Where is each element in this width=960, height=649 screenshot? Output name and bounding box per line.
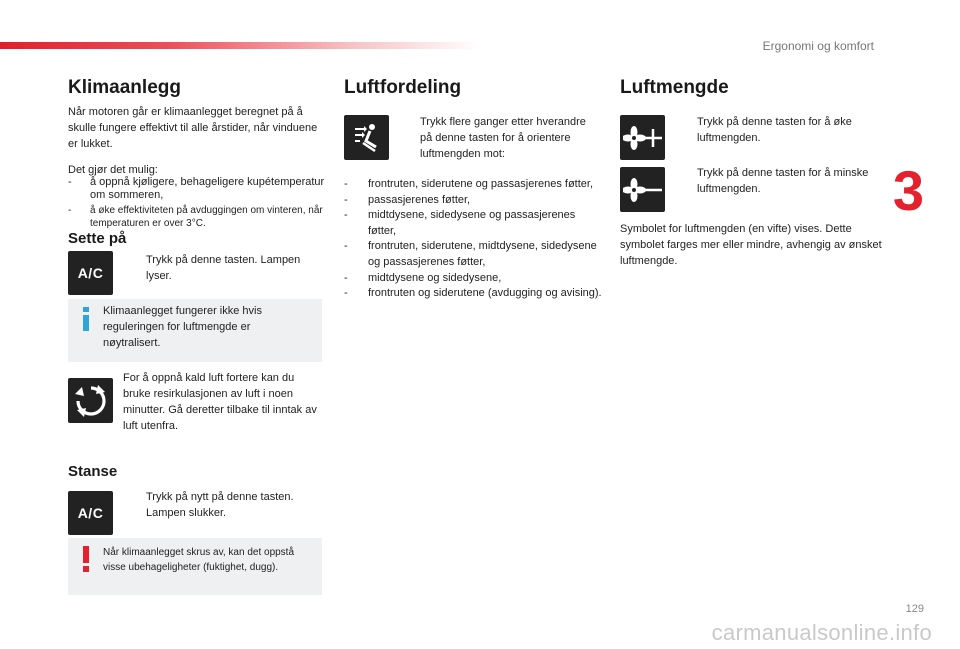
info-text: Klimaanlegget fungerer ikke hvis reguleringen for luftmengde er nøytralisert. [103,305,262,349]
list-item: - frontruten, siderutene og passasjerenes føtter, [344,177,602,193]
list-item: - midtdysene og sidedysene, [344,271,602,287]
warning-box [68,538,322,595]
fan-plus-icon [623,123,663,153]
warning-icon [81,546,91,572]
list-item: - midtdysene, sidedysene og passasjerenes føtter, [344,208,602,239]
luftfordeling-title: Luftfordeling [344,77,462,98]
warning-text: Når klimaanlegget skrus av, kan det oppstå visse ubehageligheter (fuktighet, dugg). [103,547,295,573]
page-number: 129 [905,603,924,615]
air-distribution-button[interactable] [344,115,389,160]
klimaanlegg-title: Klimaanlegg [68,77,181,98]
air-distribution-instruction: Trykk flere ganger etter hverandre på denne tasten for å orientere luftmengden mot: [420,116,586,160]
klimaanlegg-intro: Når motoren går er klimaanlegget beregnet på å skulle fungere effektivt til alle årstider, når vinduene er lukket. [68,106,318,150]
ac-off-instruction: Trykk på nytt på denne tasten. Lampen slukker. [146,491,294,519]
header-accent-bar [0,42,480,49]
watermark: carmanualsonline.info [711,620,932,645]
fan-decrease-instruction: Trykk på denne tasten for å minske luftmengden. [697,167,869,195]
possible-list [68,176,330,230]
stanse-title: Stanse [68,463,118,480]
list-item: - å øke effektiviteten på avduggingen om vinteren, når temperaturen er over 3°C. [68,205,323,229]
info-icon [80,307,92,331]
recirculation-icon [74,384,108,418]
fan-increase-button[interactable] [620,115,665,160]
fan-minus-icon [623,175,663,205]
fan-increase-instruction: Trykk på denne tasten for å øke luftmengden. [697,116,852,144]
fan-note: Symbolet for luftmengden (en vifte) vises. Dette symbolet farges mer eller mindre, avhengig av ønsket luftmengde. [620,223,882,267]
sette-pa-title: Sette på [68,230,127,247]
recirculation-text: For å oppnå kald luft fortere kan du bruke resirkulasjonen av luft i noen minutter. Gå deretter tilbake til inntak av luft utenfra. [123,372,317,432]
list-item: - å oppnå kjøligere, behageligere kupétemperatur om sommeren, [68,176,325,201]
list-item: - frontruten og siderutene (avdugging og avising). [344,286,602,302]
fan-decrease-button[interactable] [620,167,665,212]
chapter-number: 3 [892,159,924,222]
air-distribution-list [344,177,602,302]
list-item: - passasjerenes føtter, [344,193,602,209]
section-header: Ergonomi og komfort [762,39,874,53]
ac-button[interactable] [68,251,113,295]
recirculation-button[interactable] [68,378,113,423]
ac-on-instruction: Trykk på denne tasten. Lampen lyser. [146,254,301,282]
list-item: - frontruten, siderutene, midtdysene, sidedysene og passasjerenes føtter, [344,239,602,270]
ac-label: A/C [77,265,104,281]
air-distribution-icon [349,120,385,156]
ac-off-button[interactable] [68,491,113,535]
luftmengde-title: Luftmengde [620,77,729,98]
ac-label: A/C [77,505,104,521]
possible-title: Det gjør det mulig: [68,164,158,176]
info-box [68,299,322,362]
